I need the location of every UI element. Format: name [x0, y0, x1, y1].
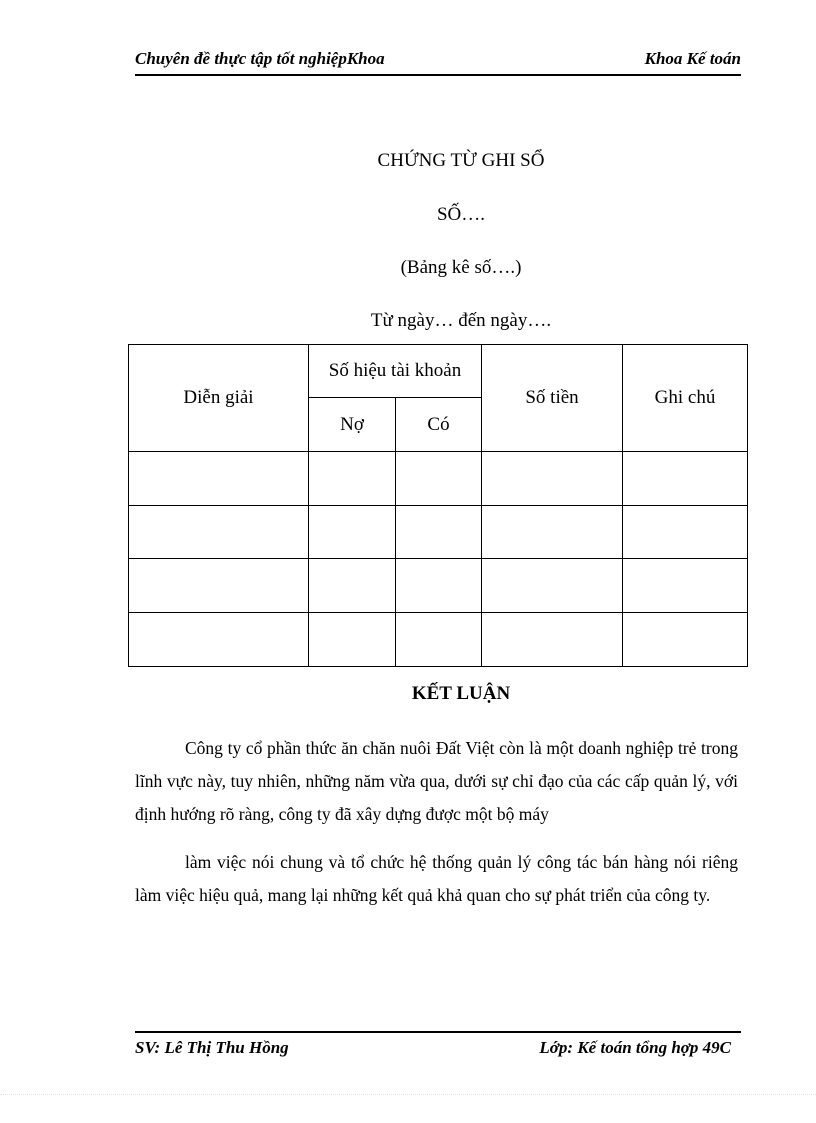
table-cell	[623, 452, 748, 506]
table-cell	[623, 559, 748, 613]
table-cell	[482, 452, 623, 506]
table-cell	[396, 559, 482, 613]
table-cell	[309, 613, 396, 667]
table-cell	[396, 506, 482, 559]
table-cell	[129, 613, 309, 667]
col-account-header: Số hiệu tài khoản	[309, 345, 482, 398]
table-cell	[309, 506, 396, 559]
table-cell	[129, 452, 309, 506]
col-note-header: Ghi chú	[623, 345, 748, 452]
conclusion-paragraph-2: làm việc nói chung và tổ chức hệ thống quản lý công tác bán hàng nói riêng làm việc hiệu quả, mang lại những kết quả khả quan cho sự phát triển của công ty.	[135, 852, 738, 905]
page-footer	[135, 1031, 741, 1063]
table-cell	[129, 559, 309, 613]
table-row	[129, 613, 748, 667]
table-cell	[309, 559, 396, 613]
col-debit-header: Nợ	[309, 398, 396, 452]
voucher-title: CHỨNG TỪ GHI SỔ	[377, 150, 545, 171]
table-row	[129, 452, 748, 506]
conclusion-paragraph-1: Công ty cổ phần thức ăn chăn nuôi Đất Việt còn là một doanh nghiệp trẻ trong lĩnh vực này, tuy nhiên, những năm vừa qua, dưới sự chỉ đạo của các cấp quản lý, với định hướng rõ ràng, công ty đã xây dựng được một bộ máy	[135, 738, 738, 824]
table-cell	[482, 613, 623, 667]
header-left-text: Chuyên đề thực tập tốt nghiệpKhoa	[135, 49, 385, 68]
table-row	[129, 506, 748, 559]
conclusion-title: KẾT LUẬN	[411, 683, 511, 704]
table-cell	[396, 452, 482, 506]
table-row	[129, 559, 748, 613]
table-cell	[482, 506, 623, 559]
voucher-number: SỐ….	[436, 204, 486, 225]
table-cell	[396, 613, 482, 667]
table-cell	[309, 452, 396, 506]
page-bottom-divider	[0, 1094, 816, 1095]
page-header	[135, 46, 741, 76]
voucher-period: Từ ngày… đến ngày….	[370, 310, 552, 331]
voucher-table	[128, 344, 748, 667]
table-cell	[129, 506, 309, 559]
footer-class-name: Lớp: Kế toán tổng hợp 49C	[539, 1038, 731, 1057]
voucher-listing: (Bảng kê số….)	[400, 257, 522, 278]
header-right-text: Khoa Kế toán	[644, 49, 741, 68]
table-cell	[482, 559, 623, 613]
table-cell	[623, 506, 748, 559]
col-description-header: Diễn giải	[129, 345, 309, 452]
col-amount-header: Số tiền	[482, 345, 623, 452]
footer-student-name: SV: Lê Thị Thu Hồng	[135, 1038, 289, 1057]
table-cell	[623, 613, 748, 667]
col-credit-header: Có	[396, 398, 482, 452]
